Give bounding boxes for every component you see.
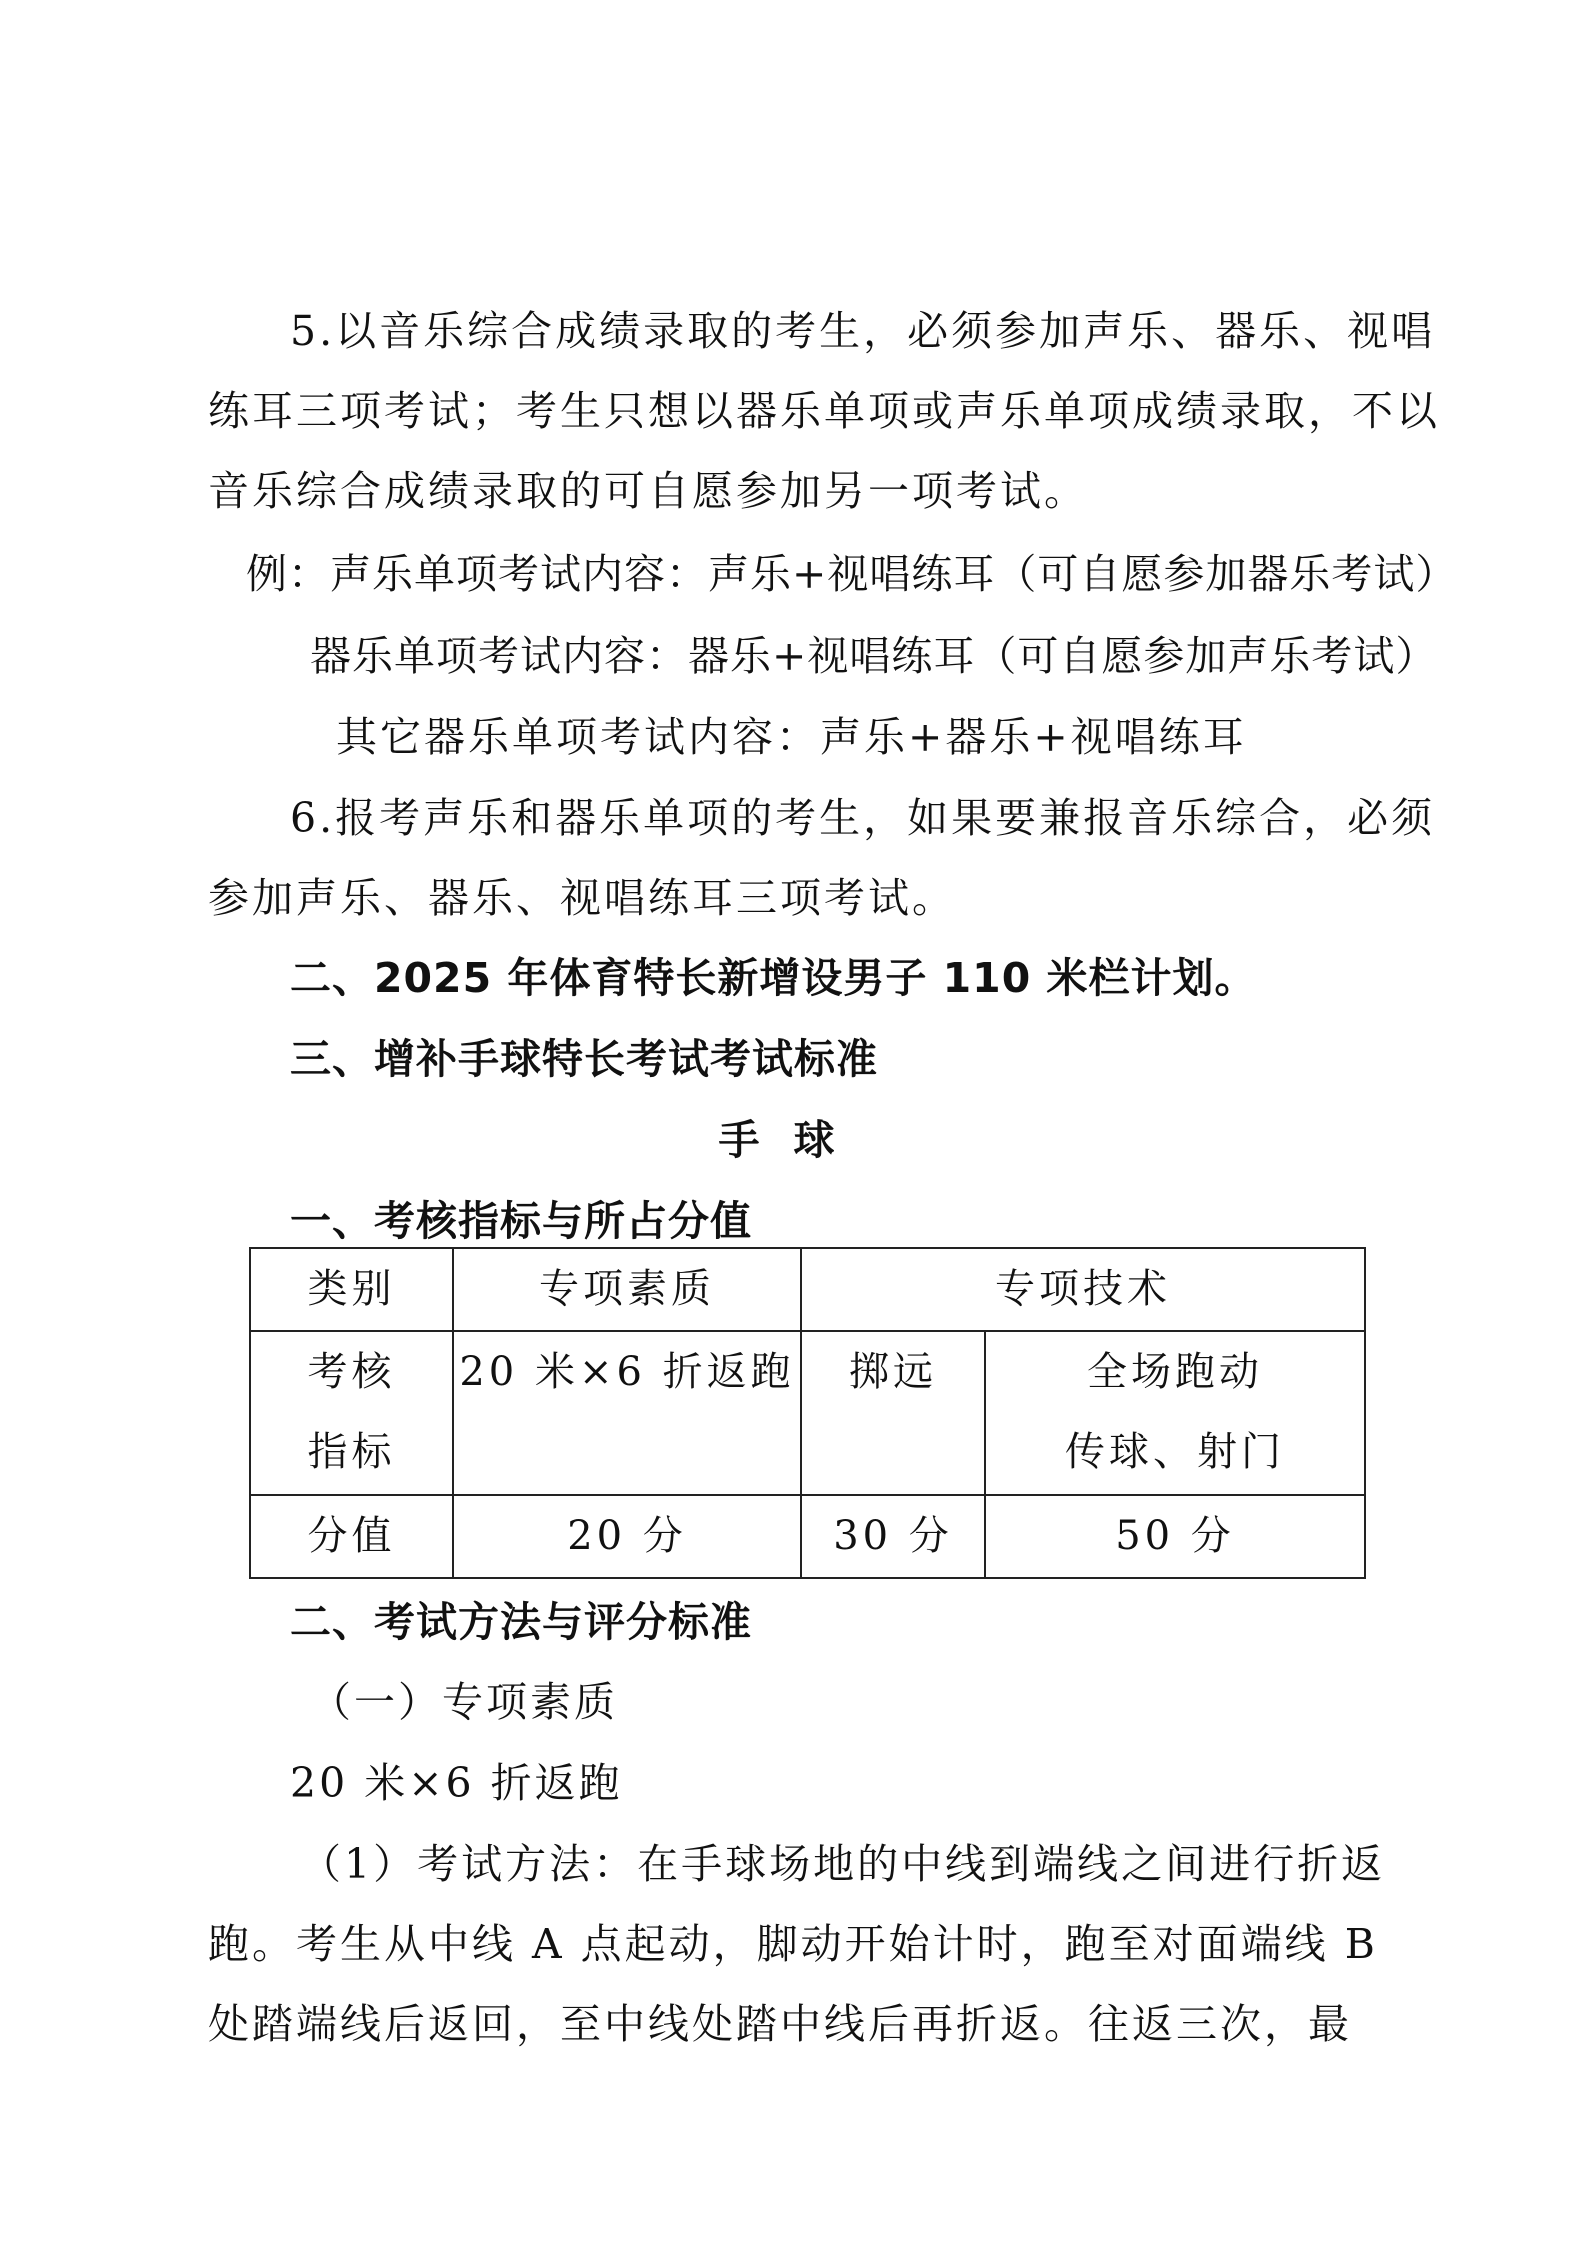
page-title: 手球 <box>718 1116 869 1164</box>
heading-section-3: 三、增补手球特长考试考试标准 <box>290 1035 878 1083</box>
indicator-label-line-2: 指标 <box>307 1429 396 1475</box>
heading-section-2: 二、2025 年体育特长新增设男子 110 米栏计划。 <box>290 954 1257 1002</box>
shuttle-run-cell: 20 米×6 折返跑 <box>453 1331 801 1495</box>
example-line-1: 例：声乐单项考试内容：声乐+视唱练耳（可自愿参加器乐考试） <box>246 550 1458 598</box>
score-label-cell: 分值 <box>250 1495 453 1578</box>
heading-indicators: 一、考核指标与所占分值 <box>290 1197 752 1245</box>
score-throw-cell: 30 分 <box>801 1495 985 1578</box>
indicator-label-cell <box>250 1331 453 1495</box>
score-full-cell: 50 分 <box>985 1495 1365 1578</box>
method-line-3: 处踏端线后返回，至中线处踏中线后再折返。往返三次，最 <box>208 2000 1352 2048</box>
table-row <box>250 1495 1365 1578</box>
special-quality-header: 专项素质 <box>453 1248 801 1331</box>
score-table <box>249 1247 1366 1579</box>
table-row <box>250 1248 1365 1331</box>
heading-methods: 二、考试方法与评分标准 <box>290 1598 752 1646</box>
method-line-2: 跑。考生从中线 A 点起动，脚动开始计时，跑至对面端线 B <box>208 1920 1378 1968</box>
indicator-label-line-1: 考核 <box>307 1349 396 1395</box>
paragraph-5-line-2: 练耳三项考试；考生只想以器乐单项或声乐单项成绩录取，不以 <box>208 387 1440 435</box>
example-line-2: 器乐单项考试内容：器乐+视唱练耳（可自愿参加声乐考试） <box>310 632 1438 680</box>
category-label-cell: 类别 <box>250 1248 453 1331</box>
full-court-cell <box>985 1331 1365 1495</box>
paragraph-5-line-1: 5.以音乐综合成绩录取的考生，必须参加声乐、器乐、视唱 <box>290 307 1436 355</box>
full-court-line-1: 全场跑动 <box>1087 1349 1263 1395</box>
paragraph-6-line-2: 参加声乐、器乐、视唱练耳三项考试。 <box>208 874 956 922</box>
example-line-3: 其它器乐单项考试内容：声乐+器乐+视唱练耳 <box>336 713 1247 761</box>
score-shuttle-cell: 20 分 <box>453 1495 801 1578</box>
table-row <box>250 1331 1365 1495</box>
method-line-1: （1）考试方法：在手球场地的中线到端线之间进行折返 <box>300 1840 1386 1888</box>
paragraph-6-line-1: 6.报考声乐和器乐单项的考生，如果要兼报音乐综合，必须 <box>290 794 1436 842</box>
full-court-line-2: 传球、射门 <box>1065 1429 1285 1475</box>
subheading-special-quality: （一）专项素质 <box>310 1678 618 1726</box>
throw-cell: 掷远 <box>801 1331 985 1495</box>
item-shuttle-run: 20 米×6 折返跑 <box>290 1759 623 1807</box>
paragraph-5-line-3: 音乐综合成绩录取的可自愿参加另一项考试。 <box>208 467 1088 515</box>
special-skill-header: 专项技术 <box>801 1248 1365 1331</box>
